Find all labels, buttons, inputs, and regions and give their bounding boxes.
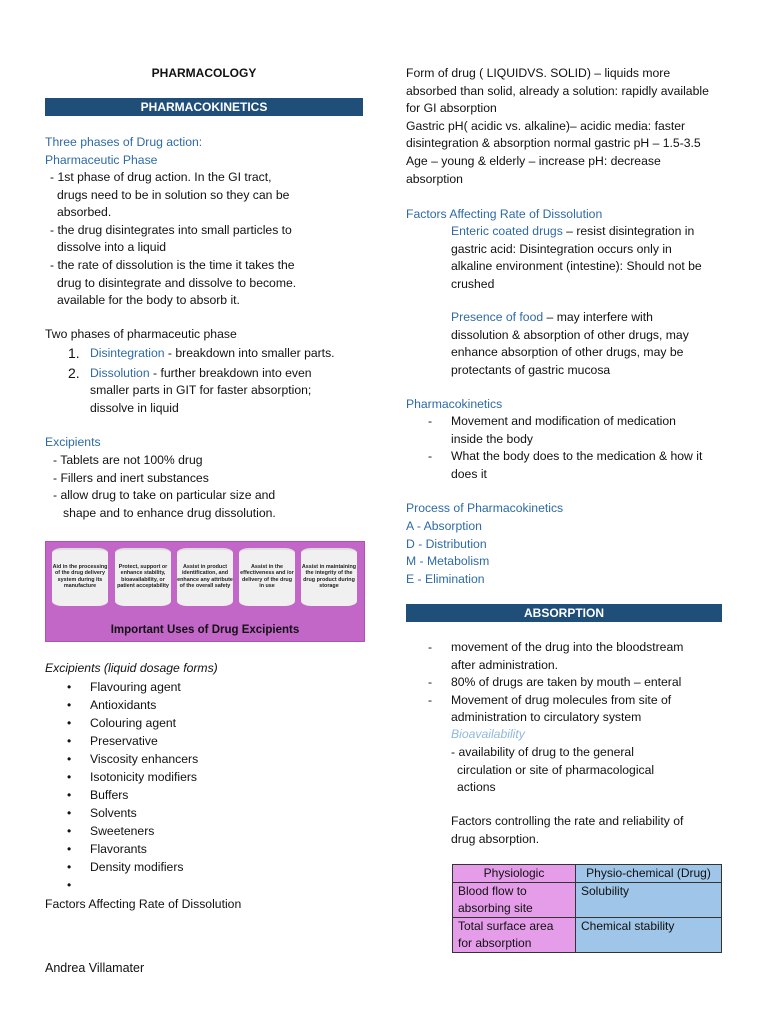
table-header-row (453, 865, 722, 883)
bullet-icon: • (67, 680, 72, 694)
list-item (45, 859, 363, 877)
excipients-heading: Excipients (45, 435, 101, 449)
bullet-icon: • (67, 842, 72, 856)
text-line: drugs need to be in solution so they can be (57, 187, 290, 202)
list-text: - further breakdown into even (149, 365, 312, 380)
dash-icon: - (428, 675, 433, 690)
text-line: for GI absorption (406, 101, 497, 116)
list-item (45, 841, 363, 859)
bullet-icon: • (67, 788, 72, 802)
figure-box: Aid in the processing of the drug delivery system during its manufacture (52, 548, 108, 606)
list-text: Colouring agent (90, 716, 177, 730)
list-number: 1. (68, 345, 80, 361)
table-cell: Solubility (576, 883, 722, 918)
list-item (45, 805, 363, 823)
list-item (406, 413, 724, 448)
pharmacokinetics-bar: PHARMACOKINETICS (45, 98, 363, 116)
table-cell: Blood flow to absorbing site (453, 883, 576, 918)
pharmaceutic-description (50, 169, 368, 310)
list-text: Flavouring agent (90, 680, 181, 694)
dissolution-term: Dissolution (90, 365, 150, 380)
dash-icon: - (428, 449, 433, 464)
text-line: dissolve into a liquid (57, 240, 167, 255)
absorption-bar: ABSORPTION (406, 604, 722, 622)
list-text: after administration. (451, 657, 559, 672)
list-text: Buffers (90, 788, 129, 802)
list-item (45, 733, 363, 751)
factors-tail-text: Factors Affecting Rate of Dissolution (45, 897, 242, 911)
liquid-dosage-heading: Excipients (liquid dosage forms) (45, 661, 218, 675)
process-item: D - Distribution (406, 536, 487, 551)
absorption-factors-table (452, 864, 722, 953)
text-line: actions (457, 780, 496, 795)
text-line: - allow drug to take on particular size and (53, 488, 276, 503)
text-line: protectants of gastric mucosa (451, 362, 611, 377)
list-text: administration to circulatory system (451, 710, 642, 725)
list-text: Movement of drug molecules from site of (451, 692, 672, 707)
list-text: dissolve in liquid (90, 400, 179, 415)
list-item (45, 365, 363, 418)
text-line: absorbed. (57, 205, 112, 220)
two-phases-heading: Two phases of pharmaceutic phase (45, 327, 237, 341)
process-item: M - Metabolism (406, 554, 490, 569)
list-item (45, 787, 363, 805)
phases-heading: Three phases of Drug action: (45, 135, 203, 149)
table-header: Physiologic (453, 865, 576, 883)
table-cell: Chemical stability (576, 918, 722, 953)
factors-controlling-text (451, 813, 721, 848)
list-text: Solvents (90, 806, 137, 820)
text-line: - 1st phase of drug action. In the GI tract, (50, 170, 272, 184)
list-text: Preservative (90, 734, 158, 748)
excipients-description (53, 452, 371, 522)
text-line: dissolution & absorption of other drugs, may (451, 327, 689, 342)
list-item (45, 715, 363, 733)
text-line: Form of drug ( LIQUIDVS. SOLID) – liquids more (406, 66, 671, 80)
bullet-icon: • (67, 878, 72, 892)
table-row (453, 883, 722, 918)
absorption-list (406, 639, 724, 727)
text-line: Gastric pH( acidic vs. alkaline)– acidic media: faster (406, 118, 686, 133)
text-line: shape and to enhance drug dissolution. (63, 505, 276, 520)
pk-list (406, 413, 724, 483)
text-line: - availability of drug to the general (451, 745, 634, 759)
figure-box: Assist in the effectiveness and /or delivery of the drug in use (239, 548, 295, 606)
text-line: gastric acid: Disintegration occurs only in (451, 241, 672, 256)
text-line: absorption (406, 171, 463, 186)
text-line: drug absorption. (451, 831, 540, 846)
text-line: drug to disintegrate and dissolve to become. (57, 275, 297, 290)
figure-box: Protect, support or enhance stability, bioavailability, or patient acceptability (115, 548, 171, 606)
process-list (406, 518, 724, 588)
text-line: circulation or site of pharmacological (457, 762, 655, 777)
form-of-drug-text (406, 65, 736, 188)
list-item (45, 679, 363, 697)
text-line: crushed (451, 276, 495, 291)
list-text: Movement and modification of medication (451, 414, 676, 428)
bioavailability-text (451, 744, 721, 797)
text-line: disintegration & absorption normal gastric pH – 1.5-3.5 (406, 136, 701, 151)
enteric-term: Enteric coated drugs (451, 224, 563, 238)
text-line: - Tablets are not 100% drug (53, 453, 203, 467)
dash-icon: - (428, 692, 433, 707)
text-line: Factors controlling the rate and reliability of (451, 814, 684, 828)
bullet-icon: • (67, 734, 72, 748)
bullet-icon: • (67, 770, 72, 784)
process-item: A - Absorption (406, 519, 482, 533)
list-item (406, 674, 724, 692)
list-text: 80% of drugs are taken by mouth – enteral (451, 675, 682, 690)
list-item (45, 769, 363, 787)
text-line: - the drug disintegrates into small particles to (50, 222, 292, 237)
document-title: PHARMACOLOGY (151, 66, 257, 80)
factors-heading: Factors Affecting Rate of Dissolution (406, 207, 603, 221)
enteric-block (451, 223, 731, 293)
text-line: enhance absorption of other drugs, may be (451, 345, 684, 360)
table-row (453, 918, 722, 953)
list-text: Density modifiers (90, 860, 184, 874)
figure-caption: Important Uses of Drug Excipients (110, 624, 300, 636)
list-text: Flavorants (90, 842, 147, 856)
bullet-icon: • (67, 716, 72, 730)
excipients-figure (45, 541, 365, 642)
list-text: Antioxidants (90, 698, 157, 712)
text-line: – resist disintegration in (562, 224, 695, 238)
bioavailability-label: Bioavailability (451, 727, 525, 741)
list-item (406, 692, 724, 727)
list-item (45, 877, 363, 895)
liquid-dosage-list (45, 679, 363, 895)
list-text: smaller parts in GIT for faster absorption; (90, 383, 312, 398)
figure-box: Assist in maintaining the integrity of the drug product during storage (301, 548, 357, 606)
list-text: does it (451, 466, 487, 481)
list-text: Isotonicity modifiers (90, 770, 198, 784)
two-phases-list (45, 345, 363, 417)
bullet-icon: • (67, 698, 72, 712)
text-line: Age – young & elderly – increase pH: decrease (406, 153, 661, 168)
bullet-icon: • (67, 824, 72, 838)
text-line: available for the body to absorb it. (57, 293, 240, 308)
list-item (45, 823, 363, 841)
figure-box: Assist in product identification, and enhance any attribute of the overall safety (177, 548, 233, 606)
pharmaceutic-phase-heading: Pharmaceutic Phase (45, 153, 158, 167)
list-item (406, 639, 724, 674)
process-heading: Process of Pharmacokinetics (406, 501, 564, 515)
list-item (406, 448, 724, 483)
text-line: - the rate of dissolution is the time it takes the (50, 257, 295, 272)
pharmacokinetics-heading: Pharmacokinetics (406, 397, 503, 411)
dash-icon: - (428, 414, 433, 428)
food-block (451, 309, 731, 379)
text-line: – may interfere with (543, 310, 653, 324)
list-item (45, 751, 363, 769)
list-text: What the body does to the medication & how it (451, 449, 703, 464)
text-line: - Fillers and inert substances (53, 470, 209, 485)
list-item (45, 345, 363, 363)
list-text: - breakdown into smaller parts. (164, 346, 335, 360)
disintegration-term: Disintegration (90, 346, 165, 360)
table-cell: Total surface area for absorption (453, 918, 576, 953)
list-text: Sweeteners (90, 824, 155, 838)
bullet-icon: • (67, 806, 72, 820)
text-line: absorbed than solid, already a solution: rapidly available (406, 83, 709, 98)
bullet-icon: • (67, 860, 72, 874)
food-term: Presence of food (451, 310, 544, 324)
author-footer: Andrea Villamater (45, 961, 145, 975)
bullet-icon: • (67, 752, 72, 766)
text-line: alkaline environment (intestine): Should not be (451, 259, 702, 274)
list-text: movement of the drug into the bloodstream (451, 640, 684, 654)
list-text: Viscosity enhancers (90, 752, 199, 766)
list-number: 2. (68, 364, 80, 381)
list-text: inside the body (451, 431, 533, 446)
table-header: Physio-chemical (Drug) (576, 865, 722, 883)
process-item: E - Elimination (406, 571, 485, 586)
list-item (45, 697, 363, 715)
dash-icon: - (428, 640, 433, 654)
